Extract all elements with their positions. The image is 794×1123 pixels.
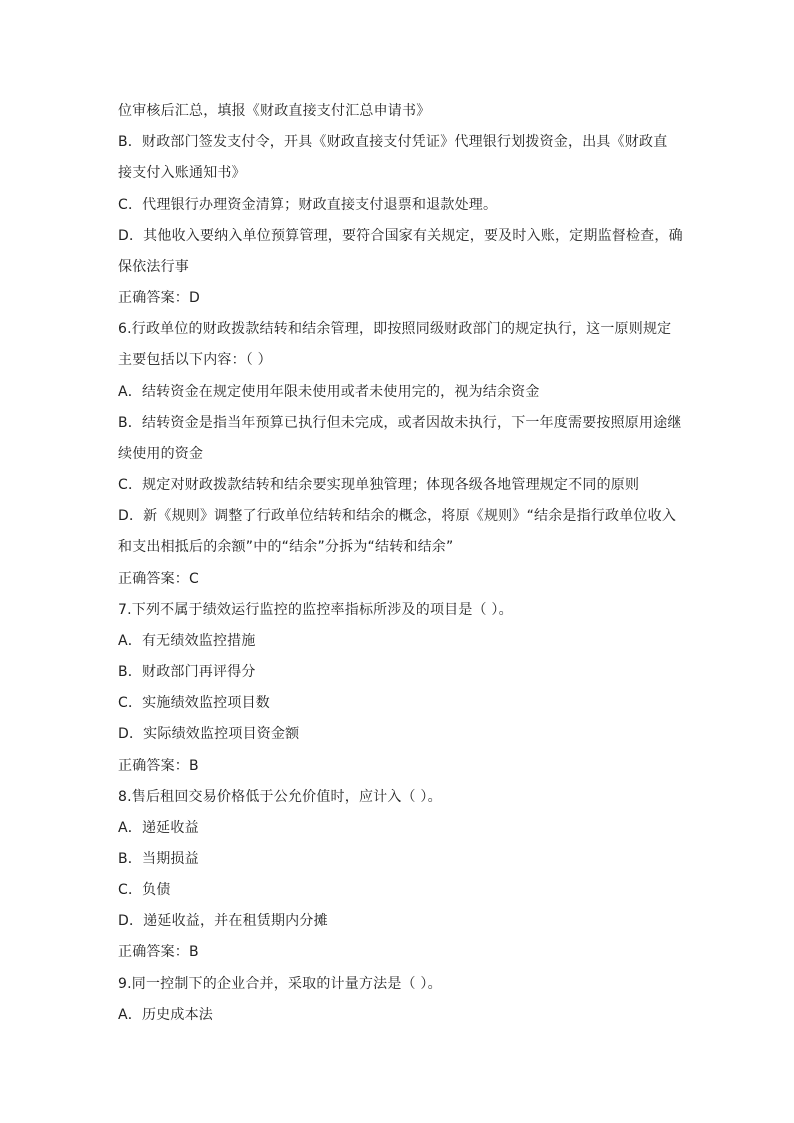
text-line: 位审核后汇总，填报《财政直接支付汇总申请书》 (118, 103, 431, 119)
option-line: C．规定对财政拨款结转和结余要实现单独管理；体现各级各地管理规定不同的原则 (118, 477, 640, 493)
option-line: D．递延收益，并在租赁期内分摊 (118, 913, 328, 929)
answer-line: 正确答案：D (118, 290, 200, 306)
text-line: C．代理银行办理资金清算；财政直接支付退票和退款处理。 (118, 197, 498, 213)
option-line: B．财政部门再评得分 (118, 664, 256, 680)
option-line: C．实施绩效监控项目数 (118, 695, 270, 711)
text-line: 和支出相抵后的余额”中的“结余”分拆为“结转和结余” (118, 539, 454, 555)
text-line: 保依法行事 (118, 259, 189, 275)
question-line: 6.行政单位的财政拨款结转和结余管理，即按照同级财政部门的规定执行，这一原则规定 (118, 321, 672, 337)
question-line: 8.售后租回交易价格低于公允价值时，应计入（ ）。 (118, 789, 442, 805)
option-line: C．负债 (118, 882, 171, 898)
option-line: D．新《规则》调整了行政单位结转和结余的概念，将原《规则》“结余是指行政单位收入 (118, 508, 677, 524)
text-line: B．财政部门签发支付令，开具《财政直接支付凭证》代理银行划拨资金，出具《财政直 (118, 134, 668, 150)
text-line: D．其他收入要纳入单位预算管理，要符合国家有关规定，要及时入账，定期监督检查，确 (118, 228, 683, 244)
option-line: A．递延收益 (118, 820, 199, 836)
text-line: 续使用的资金 (118, 446, 204, 462)
answer-line: 正确答案：B (118, 758, 199, 774)
answer-line: 正确答案：B (118, 944, 199, 960)
question-line: 9.同一控制下的企业合并，采取的计量方法是（ ）。 (118, 976, 442, 992)
option-line: A．结转资金在规定使用年限未使用或者未使用完的，视为结余资金 (118, 384, 540, 400)
text-line: 主要包括以下内容：（ ） (118, 352, 272, 368)
question-line: 7.下列不属于绩效运行监控的监控率指标所涉及的项目是（ ）。 (118, 602, 513, 618)
text-line: 接支付入账通知书》 (118, 165, 246, 181)
option-line: D．实际绩效监控项目资金额 (118, 726, 300, 742)
option-line: B．结转资金是指当年预算已执行但未完成，或者因故未执行，下一年度需要按照原用途继 (118, 415, 682, 431)
option-line: A．有无绩效监控措施 (118, 633, 256, 649)
option-line: A．历史成本法 (118, 1007, 213, 1023)
answer-line: 正确答案：C (118, 571, 199, 587)
option-line: B．当期损益 (118, 851, 199, 867)
